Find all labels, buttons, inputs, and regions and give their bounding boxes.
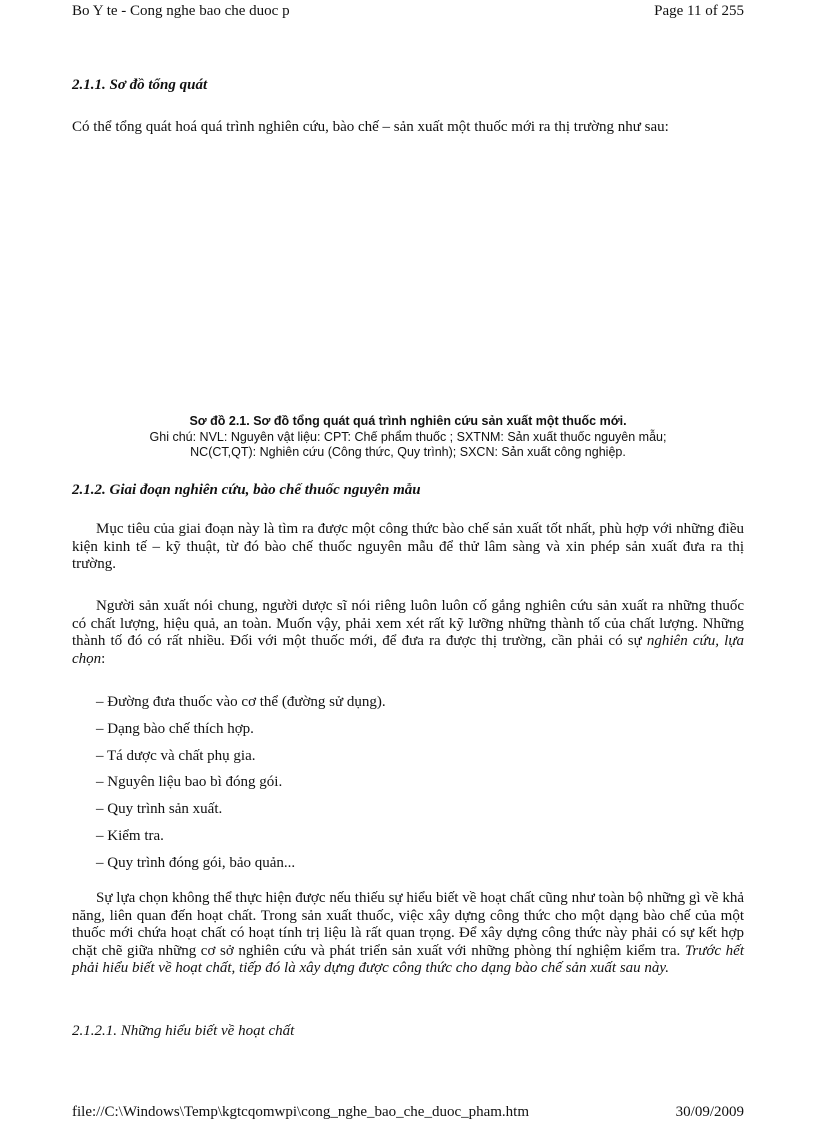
- figure-caption-note-1: Ghi chú: NVL: Nguyên vật liệu: CPT: Chế phẩm thuốc ; SXTNM: Sản xuất thuốc nguyên mẫu;: [149, 430, 667, 444]
- list-item: – Tá dược và chất phụ gia.: [96, 747, 256, 764]
- list-item: – Quy trình đóng gói, bảo quản...: [96, 854, 296, 871]
- subsection-heading: 2.1.2.1. Những hiểu biết về hoạt chất: [72, 1023, 295, 1039]
- list-item: – Kiểm tra.: [96, 827, 164, 844]
- list-item: – Đường đưa thuốc vào cơ thể (đường sử dụng).: [96, 694, 386, 710]
- paragraph-quality-text: Người sản xuất nói chung, người dược sĩ nói riêng luôn luôn cố gắng nghiên cứu sản xuất ra những thuốc có chất lượng, hiệu quả, an toàn. Muốn vậy, phải xem xét rất kỹ lưỡng những thành tố của chất lượng. Những thành tố đó có rất nhiều. Đối với một thuốc mới, để đưa ra được thị trường, cần phải có sự: [72, 598, 744, 649]
- page-number: Page 11 of 255: [654, 3, 744, 19]
- paragraph-quality-colon: :: [101, 650, 106, 667]
- paragraph-quality-italic: nghiên cứu, lựa chọn: [72, 633, 745, 667]
- list-item: – Dạng bào chế thích hợp.: [96, 720, 254, 737]
- paragraph-selection-text: Sự lựa chọn không thể thực hiện được nếu thiếu sự hiểu biết về hoạt chất cũng như toàn bộ những gì về khả năng, liên quan đến hoạt chất. Trong sản xuất thuốc, việc xây dựng công thức cho một dạng bào chế của một thuốc mới chứa hoạt chất có hoạt tính trị liệu là rất quan trọng. Để xây dựng công thức này phải có sự kết hợp chặt chẽ giữa những cơ sở nghiên cứu và phát triển sản xuất với những phòng thí nghiệm kiểm tra.: [72, 890, 744, 959]
- paragraph-selection-italic: Trước hết phải hiểu biết về hoạt chất, tiếp đó là xây dựng được công thức cho dạng bào chế sản xuất sau này.: [72, 942, 744, 976]
- figure-caption-title: Sơ đồ 2.1. Sơ đồ tổng quát quá trình nghiên cứu sản xuất một thuốc mới.: [189, 414, 627, 428]
- section-heading-2-1-1: 2.1.1. Sơ đồ tổng quát: [72, 77, 208, 93]
- selection-list: [96, 694, 736, 882]
- section-intro: Có thể tổng quát hoá quá trình nghiên cứu, bào chế – sản xuất một thuốc mới ra thị trường như sau:: [72, 119, 669, 135]
- list-item: – Quy trình sản xuất.: [96, 801, 223, 818]
- paragraph-quality: [72, 598, 744, 668]
- footer-file-path: file://C:\Windows\Temp\kgtcqomwpi\cong_nghe_bao_che_duoc_pham.htm: [72, 1104, 530, 1120]
- paragraph-objective: Mục tiêu của giai đoạn này là tìm ra được một công thức bào chế sản xuất tốt nhất, phù hợp với những điều kiện kinh tế – kỹ thuật, từ đó bào chế thuốc nguyên mẫu để thử lâm sàng và xin phép sản xuất đưa ra thị trường.: [72, 521, 744, 572]
- figure-caption-note-2: NC(CT,QT): Nghiên cứu (Công thức, Quy trình); SXCN: Sản xuất công nghiệp.: [190, 445, 626, 459]
- paragraph-selection: [72, 890, 744, 978]
- diagram-placeholder: [72, 162, 744, 400]
- footer-date: 30/09/2009: [675, 1104, 744, 1120]
- list-item: – Nguyên liệu bao bì đóng gói.: [96, 774, 283, 791]
- section-heading-2-1-2: 2.1.2. Giai đoạn nghiên cứu, bào chế thuốc nguyên mẫu: [72, 482, 421, 498]
- header-title: Bo Y te - Cong nghe bao che duoc p: [72, 3, 290, 19]
